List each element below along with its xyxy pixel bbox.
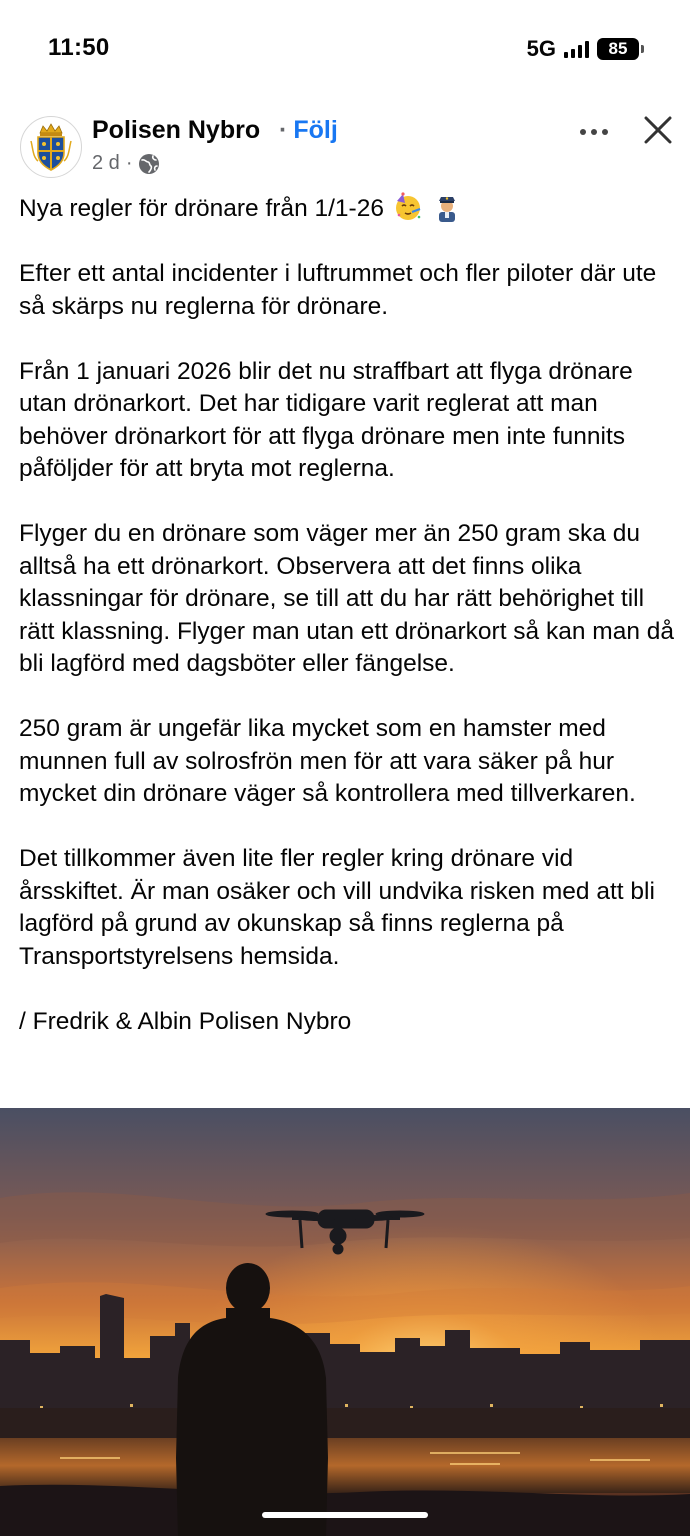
post-signature: / Fredrik & Albin Polisen Nybro	[19, 1007, 352, 1035]
network-type: 5G	[526, 36, 556, 61]
party-face-emoji	[393, 192, 423, 222]
status-time: 11:50	[48, 34, 110, 61]
close-icon[interactable]	[642, 114, 674, 146]
globe-icon	[138, 153, 160, 175]
status-bar	[0, 0, 690, 100]
page-name[interactable]: Polisen Nybro	[92, 116, 261, 144]
police-emblem-icon	[23, 119, 79, 175]
post-title-line	[19, 192, 675, 226]
meta-separator: ·	[125, 152, 133, 174]
home-indicator[interactable]	[262, 1512, 428, 1518]
post-title: Nya regler för drönare från 1/1-26	[19, 195, 384, 222]
battery-level: 85	[597, 38, 639, 60]
post-paragraph: Det tillkommer även lite fler regler kring drönare vid årsskiftet. Är man osäker och vill undvika risken med att bli lagförd på grund av okunskap så finns reglerna på Transportstyrelsens hemsida.	[19, 845, 655, 970]
more-options-button[interactable]	[576, 122, 612, 142]
post-age[interactable]: 2 d	[92, 152, 120, 174]
battery-icon	[597, 38, 644, 60]
post-paragraph: Efter ett antal incidenter i luftrummet och fler piloter där ute så skärps nu reglerna för drönare.	[19, 260, 657, 320]
follow-button[interactable]: Följ	[293, 116, 338, 144]
status-indicators	[527, 36, 644, 62]
post-image[interactable]	[0, 1108, 690, 1536]
post-paragraph: Från 1 januari 2026 blir det nu straffbart att flyga drönare utan drönarkort. Det har tidigare varit reglerat att man behöver drönarkort för att flyga drönare men inte funnits påföljder för att bryta mot reglerna.	[19, 357, 633, 482]
drone-sunset-photo	[0, 1108, 690, 1536]
post-meta	[92, 152, 160, 175]
separator-dot: ·	[279, 116, 288, 144]
post-body	[19, 192, 675, 1071]
post-paragraph: Flyger du en drönare som väger mer än 250 gram ska du alltså ha ett drönarkort. Observera att det finns olika klassningar för drönare, se till att du har rätt behörighet till rätt klassning. Flyger man utan ett drönarkort så kan man då bli lagförd med dagsböter eller fängelse.	[19, 520, 675, 677]
signal-strength-icon	[564, 40, 589, 58]
post-paragraph: 250 gram är ungefär lika mycket som en hamster med munnen full av solrosfrön men för att vara säker på hur mycket din drönare väger så kontrollera med tillverkaren.	[19, 715, 636, 807]
follow-area	[273, 116, 338, 145]
page-avatar[interactable]	[20, 116, 82, 178]
police-officer-emoji	[432, 192, 462, 222]
post-header	[20, 112, 670, 182]
